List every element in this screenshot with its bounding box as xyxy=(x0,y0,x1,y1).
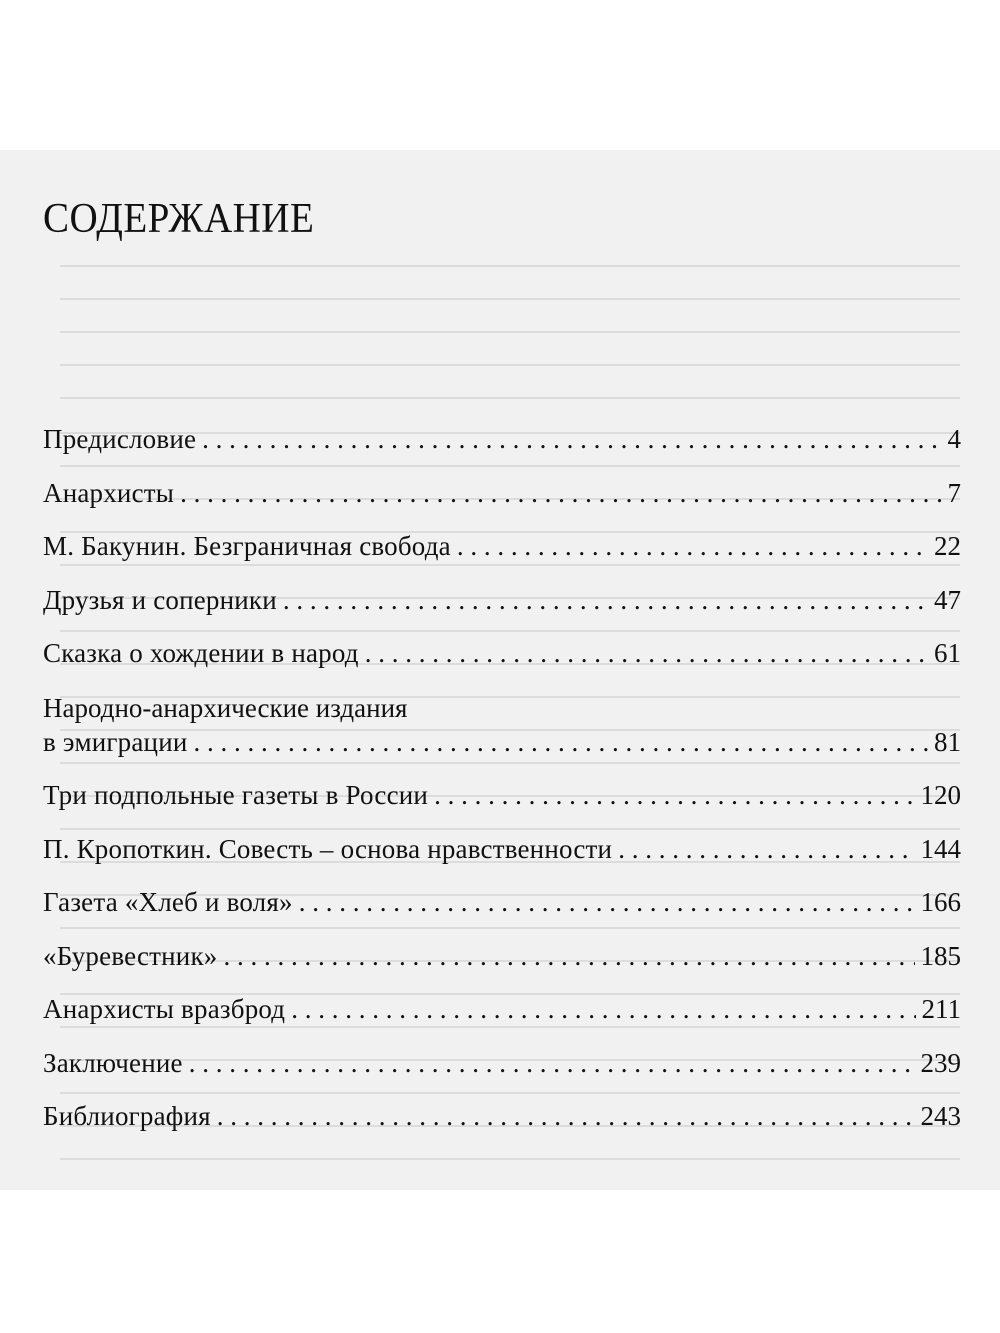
toc-entry-title: Анархисты xyxy=(43,477,175,508)
toc-entry[interactable] xyxy=(43,937,961,973)
toc-entry-title: Библиография xyxy=(43,1101,211,1131)
toc-heading: СОДЕРЖАНИЕ xyxy=(43,196,315,242)
toc-entry[interactable] xyxy=(43,527,961,563)
toc-entry[interactable] xyxy=(43,776,961,812)
toc-entry[interactable] xyxy=(43,883,961,919)
toc-entry-title-line1: Народно-анархические издания xyxy=(43,692,408,723)
dot-leader xyxy=(217,1099,915,1133)
toc-entry-title: Анархисты вразброд xyxy=(43,994,286,1024)
dot-leader xyxy=(180,476,941,510)
book-page xyxy=(0,150,1000,1190)
dot-leader xyxy=(202,422,941,456)
toc-entry-page: 211 xyxy=(921,994,961,1024)
toc-entry-page: 81 xyxy=(934,726,961,757)
dot-leader xyxy=(365,636,928,670)
toc-entry-page: 166 xyxy=(920,887,961,917)
toc-entry-title: Газета «Хлеб и воля» xyxy=(43,887,293,917)
dot-leader xyxy=(189,1046,915,1080)
toc-entry-page: 120 xyxy=(920,780,961,810)
dot-leader xyxy=(299,885,915,919)
toc-entry[interactable] xyxy=(43,634,961,670)
toc-entry-page: 7 xyxy=(947,477,961,508)
dot-leader xyxy=(223,939,914,973)
toc-entry-title: Заключение xyxy=(43,1047,183,1078)
toc-entry-page: 22 xyxy=(934,531,961,561)
toc-entry-title: Друзья и соперники xyxy=(43,584,277,615)
toc-entry[interactable] xyxy=(43,688,961,759)
dot-leader xyxy=(434,778,914,812)
toc-entry-page: 47 xyxy=(934,584,961,615)
toc-entry[interactable] xyxy=(43,1097,961,1133)
toc-entry-title: Сказка о хождении в народ xyxy=(43,638,359,668)
dot-leader xyxy=(618,832,914,866)
toc-entry-title: П. Кропоткин. Совесть – основа нравственности xyxy=(43,833,613,864)
toc-entry-title: М. Бакунин. Безграничная свобода xyxy=(43,531,451,561)
toc-entry-page: 243 xyxy=(920,1101,961,1131)
toc-entry-title: Три подпольные газеты в России xyxy=(43,780,429,810)
dot-leader xyxy=(291,992,915,1026)
toc-entry-page: 239 xyxy=(920,1047,961,1078)
toc-entry-page: 4 xyxy=(947,424,961,454)
toc-list xyxy=(43,420,961,1151)
toc-entry-title: «Буревестник» xyxy=(43,940,218,971)
toc-entry[interactable] xyxy=(43,1044,961,1080)
dot-leader xyxy=(194,725,929,759)
toc-entry[interactable] xyxy=(43,830,961,866)
toc-entry[interactable] xyxy=(43,990,961,1026)
toc-entry[interactable] xyxy=(43,581,961,617)
dot-leader xyxy=(283,583,928,617)
dot-leader xyxy=(457,529,928,563)
toc-entry-page: 185 xyxy=(920,940,961,971)
toc-entry-page: 61 xyxy=(934,638,961,668)
toc-entry-title: Предисловие xyxy=(43,424,197,454)
toc-entry-page: 144 xyxy=(920,833,961,864)
toc-entry[interactable] xyxy=(43,420,961,456)
toc-entry[interactable] xyxy=(43,474,961,510)
toc-entry-title: в эмиграции xyxy=(43,726,188,757)
